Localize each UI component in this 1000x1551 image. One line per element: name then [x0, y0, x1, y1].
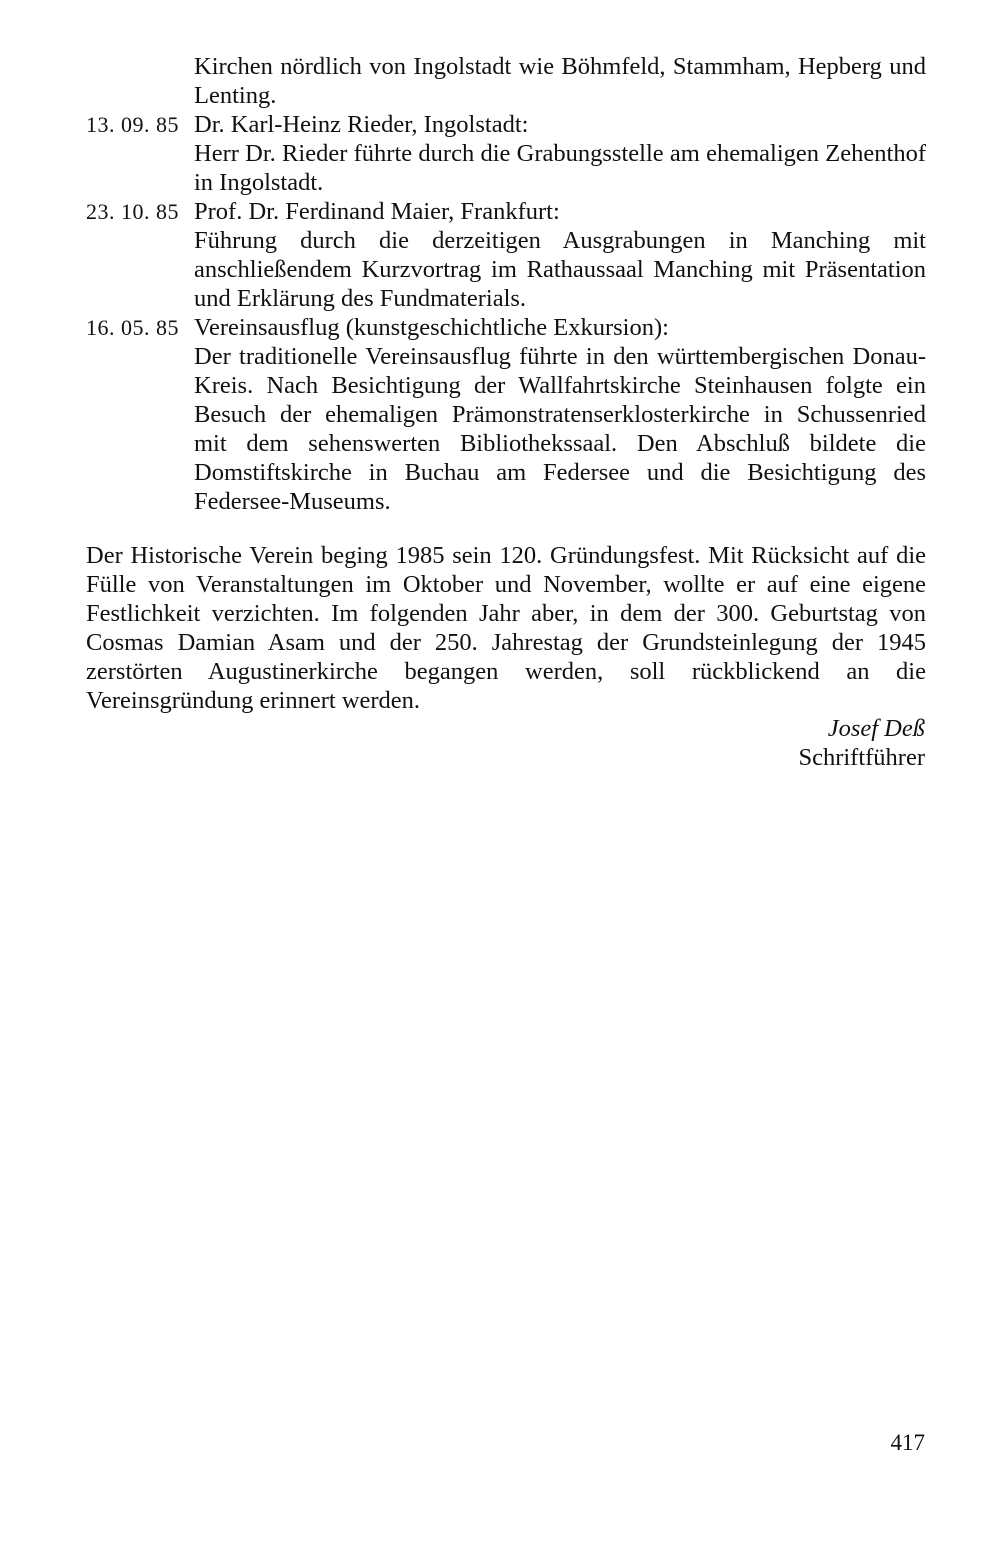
continued-description: Kirchen nördlich von Ingolstadt wie Böhmfeld, Stammham, Hepberg und Lenting.: [194, 53, 926, 109]
event-speaker: Prof. Dr. Ferdinand Maier, Frankfurt:: [194, 198, 560, 225]
event-date: 23. 10. 85: [86, 199, 179, 224]
event-description: Herr Dr. Rieder führte durch die Grabungsstelle am ehemaligen Zehenthof in Ingolstadt.: [194, 140, 926, 196]
event-entry: [86, 313, 926, 516]
signature-block: [798, 714, 925, 772]
event-speaker: Vereinsausflug (kunstgeschichtliche Exkursion):: [194, 314, 669, 341]
event-entry: [86, 110, 926, 197]
event-entry: [86, 197, 926, 313]
event-date: 13. 09. 85: [86, 112, 179, 137]
event-description: Führung durch die derzeitigen Ausgrabungen in Manching mit anschließendem Kurzvortrag im Rathaussaal Manching mit Präsentation und Erklärung des Fundmaterials.: [194, 227, 926, 312]
event-speaker: Dr. Karl-Heinz Rieder, Ingolstadt:: [194, 111, 529, 138]
signature-role: Schriftführer: [798, 744, 925, 771]
signature-name: Josef Deß: [827, 715, 925, 742]
event-list: [86, 52, 926, 516]
event-date: 16. 05. 85: [86, 315, 179, 340]
event-description: Der traditionelle Vereinsausflug führte in den württembergischen Donau-Kreis. Nach Besichtigung der Wallfahrtskirche Steinhausen folgte ein Besuch der ehemaligen Prämonstratenserklosterkirche in Schussenried mit dem sehenswerten Bibliothekssaal. Den Abschluß bildete die Domstiftskirche in Buchau am Federsee und die Besichtigung des Federsee-Museums.: [194, 343, 926, 515]
page-number: 417: [890, 1430, 925, 1455]
closing-paragraph: Der Historische Verein beging 1985 sein 120. Gründungsfest. Mit Rücksicht auf die Fülle von Veranstaltungen im Oktober und November, wollte er auf eine eigene Festlichkeit verzichten. Im folgenden Jahr aber, in dem der 300. Geburtstag von Cosmas Damian Asam und der 250. Jahrestag der Grundsteinlegung der 1945 zerstörten Augustinerkirche begangen werden, soll rückblickend an die Vereinsgründung erinnert werden.: [86, 542, 926, 714]
